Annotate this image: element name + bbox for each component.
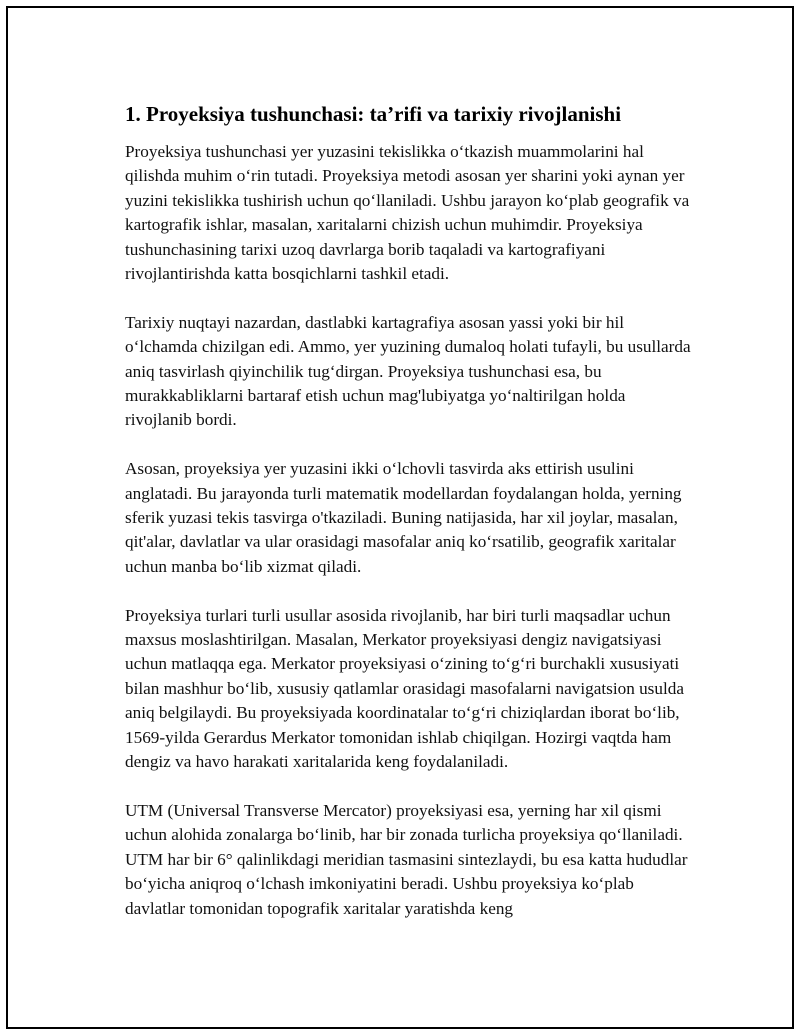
paragraph-method: Asosan, proyeksiya yer yuzasini ikki o‘lchovli tasvirda aks ettirish usulini anglatadi. Bu jarayonda turli matematik modellardan foydalangan holda, yerning sferik yuzasi tekis tasvirga o'tkaziladi. Buning natijasida, har xil joylar, masalan, qit'alar, davlatlar va ular orasidagi masofalar aniq ko‘rsatilib, geografik xaritalar uchun manba bo‘lib xizmat qiladi. [125, 459, 682, 576]
section-heading: 1. Proyeksiya tushunchasi: ta’rifi va tarixiy rivojlanishi [125, 102, 622, 126]
page-frame [6, 6, 794, 1029]
paragraph-definition: Proyeksiya tushunchasi yer yuzasini tekislikka o‘tkazish muammolarini hal qilishda muhim o‘rin tutadi. Proyeksiya metodi asosan yer sharini yoki aynan yer yuzini tekislikka tushirish uchun qo‘llaniladi. Ushbu jarayon ko‘plab geografik va kartografik ishlar, masalan, xaritalarni chizish uchun muhimdir. Proyeksiya tushunchasining tarixi uzoq davrlarga borib taqaladi va kartografiyani rivojlantirishda katta bosqichlarni tashkil etadi. [125, 142, 690, 284]
document-body [125, 100, 695, 945]
paragraph-mercator: Proyeksiya turlari turli usullar asosida rivojlanib, har biri turli maqsadlar uchun maxsus moslashtirilgan. Masalan, Merkator proyeksiyasi dengiz navigatsiyasi uchun matlaqqa ega. Merkator proyeksiyasi o‘zining to‘g‘ri burchakli xususiyati bilan mashhur bo‘lib, xususiy qatlamlar orasidagi masofalarni navigatsion usulda aniq belgilaydi. Bu proyeksiyada koordinatalar to‘g‘ri chiziqlardan iborat bo‘lib, 1569-yilda Gerardus Merkator tomonidan ishlab chiqilgan. Hozirgi vaqtda ham dengiz va havo harakati xaritalarida keng foydalaniladi. [125, 605, 684, 772]
paragraph-history: Tarixiy nuqtayi nazardan, dastlabki kartagrafiya asosan yassi yoki bir hil o‘lchamda chizilgan edi. Ammo, yer yuzining dumaloq holati tufayli, bu usullarda aniq tasvirlash qiyinchilik tug‘dirgan. Proyeksiya tushunchasi esa, bu murakkabliklarni bartaraf etish uchun mag'lubiyatga yo‘naltirilgan holda rivojlanib bordi. [125, 312, 691, 430]
paragraph-utm: UTM (Universal Transverse Mercator) proyeksiyasi esa, yerning har xil qismi uchun alohida zonalarga bo‘linib, har bir zonada turlicha proyeksiya qo‘llaniladi. UTM har bir 6° qalinlikdagi meridian tasmasini sintezlaydi, bu esa katta hududlar bo‘yicha aniqroq o‘lchash imkoniyatini beradi. Ushbu proyeksiya ko‘plab davlatlar tomonidan topografik xaritalar yaratishda keng [125, 800, 688, 918]
